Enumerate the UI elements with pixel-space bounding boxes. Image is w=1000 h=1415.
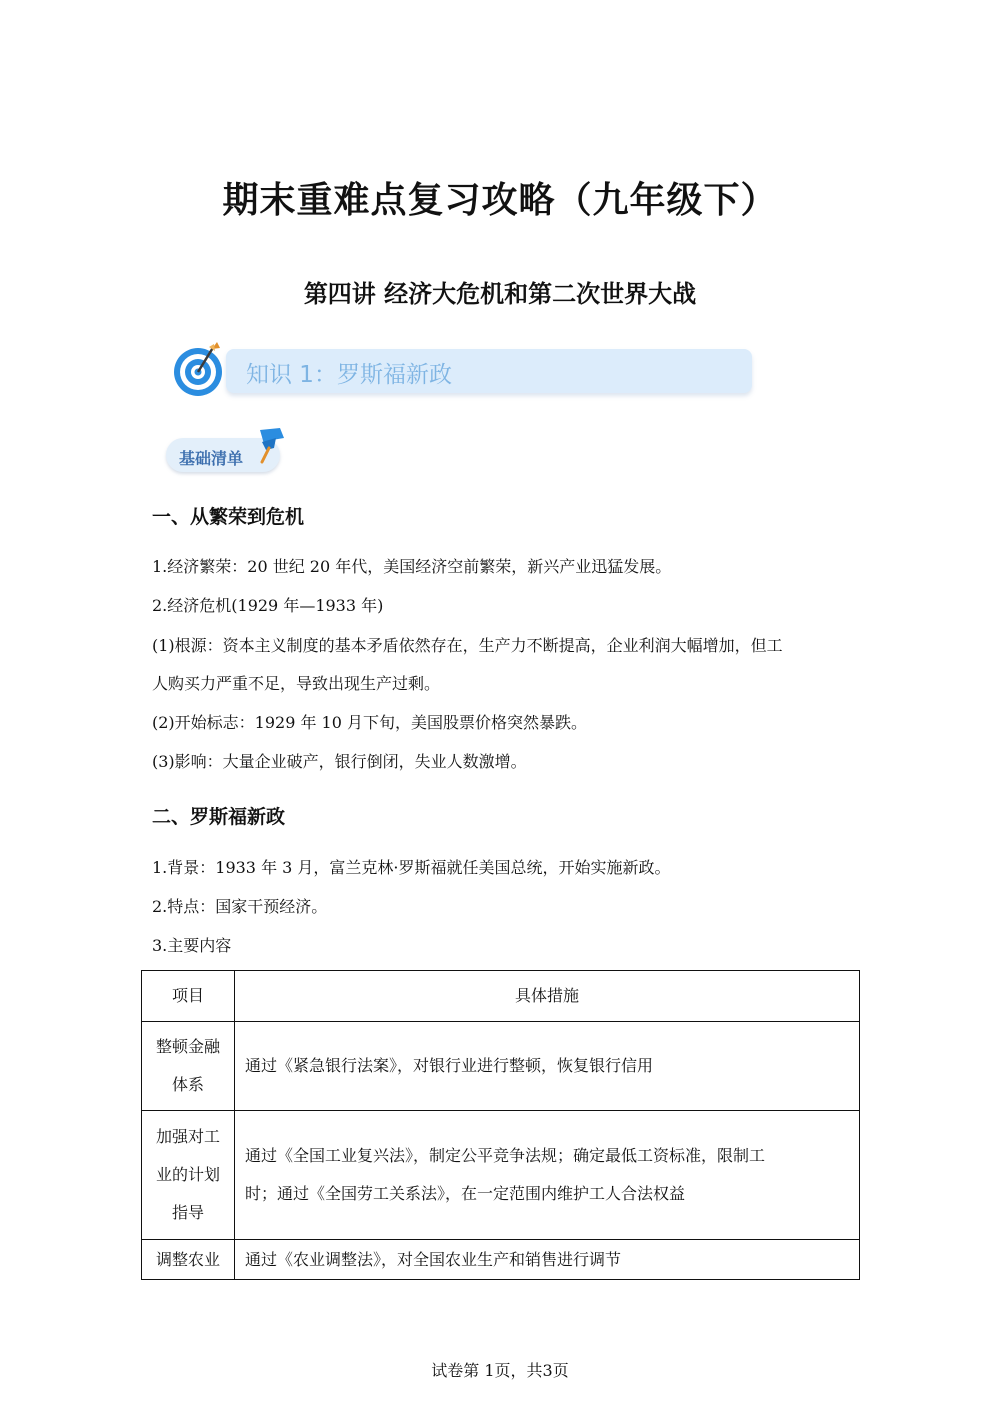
cell-text: 通过《紧急银行法案》，对银行业进行整顿，恢复银行信用 bbox=[245, 1056, 654, 1075]
table-cell-item bbox=[142, 1111, 235, 1240]
paragraph-line: 人购买力严重不足，导致出现生产过剩。 bbox=[152, 674, 441, 693]
table-cell-measure bbox=[235, 1022, 860, 1111]
new-deal-measures-table bbox=[141, 970, 860, 1280]
paragraph-line: 2.经济危机(1929 年—1933 年) bbox=[152, 596, 384, 615]
basic-list-tag-label: 基础清单 bbox=[179, 449, 244, 468]
cell-text: 加强对工 bbox=[155, 1127, 220, 1146]
pushpin-icon bbox=[250, 424, 288, 464]
table-cell-measure bbox=[235, 1240, 860, 1280]
paragraph-line: 1.经济繁荣：20 世纪 20 年代，美国经济空前繁荣，新兴产业迅猛发展。 bbox=[152, 557, 672, 576]
cell-text: 通过《全国工业复兴法》，制定公平竞争法规；确定最低工资标准，限制工 bbox=[245, 1146, 766, 1165]
cell-text: 时；通过《全国劳工关系法》，在一定范围内维护工人合法权益 bbox=[245, 1184, 686, 1203]
table-cell-item bbox=[142, 1022, 235, 1111]
cell-text: 通过《农业调整法》，对全国农业生产和销售进行调节 bbox=[245, 1249, 622, 1269]
table-row bbox=[142, 1022, 860, 1111]
table-cell-item bbox=[142, 1240, 235, 1280]
paragraph-line: (1)根源：资本主义制度的基本矛盾依然存在，生产力不断提高，企业利润大幅增加，但工 bbox=[152, 636, 783, 655]
table-header-item: 项目 bbox=[142, 971, 235, 1022]
table-header-row bbox=[142, 971, 860, 1022]
page-footer: 试卷第 1页，共3页 bbox=[431, 1361, 569, 1380]
table-cell-measure bbox=[235, 1111, 860, 1240]
knowledge-banner-label: 知识 1：罗斯福新政 bbox=[246, 362, 452, 388]
table-row bbox=[142, 1111, 860, 1240]
cell-text: 指导 bbox=[171, 1203, 204, 1222]
paragraph-line: 2.特点：国家干预经济。 bbox=[152, 897, 328, 916]
section-heading-prosperity: 一、从繁荣到危机 bbox=[152, 506, 305, 528]
cell-text: 整顿金融 bbox=[155, 1037, 220, 1056]
lecture-subtitle: 第四讲 经济大危机和第二次世界大战 bbox=[303, 280, 697, 308]
paragraph-line: 1.背景：1933 年 3 月，富兰克林·罗斯福就任美国总统，开始实施新政。 bbox=[152, 858, 671, 877]
target-icon bbox=[170, 340, 228, 398]
section-heading-new-deal: 二、罗斯福新政 bbox=[152, 806, 286, 828]
table-header-measure: 具体措施 bbox=[235, 971, 860, 1022]
knowledge-banner bbox=[226, 349, 752, 393]
paragraph-line: 3.主要内容 bbox=[152, 936, 232, 955]
page-title: 期末重难点复习攻略（九年级下） bbox=[222, 180, 778, 221]
paragraph-line: (2)开始标志：1929 年 10 月下旬，美国股票价格突然暴跌。 bbox=[152, 713, 588, 732]
cell-text: 体系 bbox=[171, 1075, 204, 1094]
cell-text: 业的计划 bbox=[155, 1165, 220, 1184]
cell-text: 调整农业 bbox=[155, 1249, 220, 1269]
paragraph-line: (3)影响：大量企业破产，银行倒闭，失业人数激增。 bbox=[152, 752, 527, 771]
table-row bbox=[142, 1240, 860, 1280]
